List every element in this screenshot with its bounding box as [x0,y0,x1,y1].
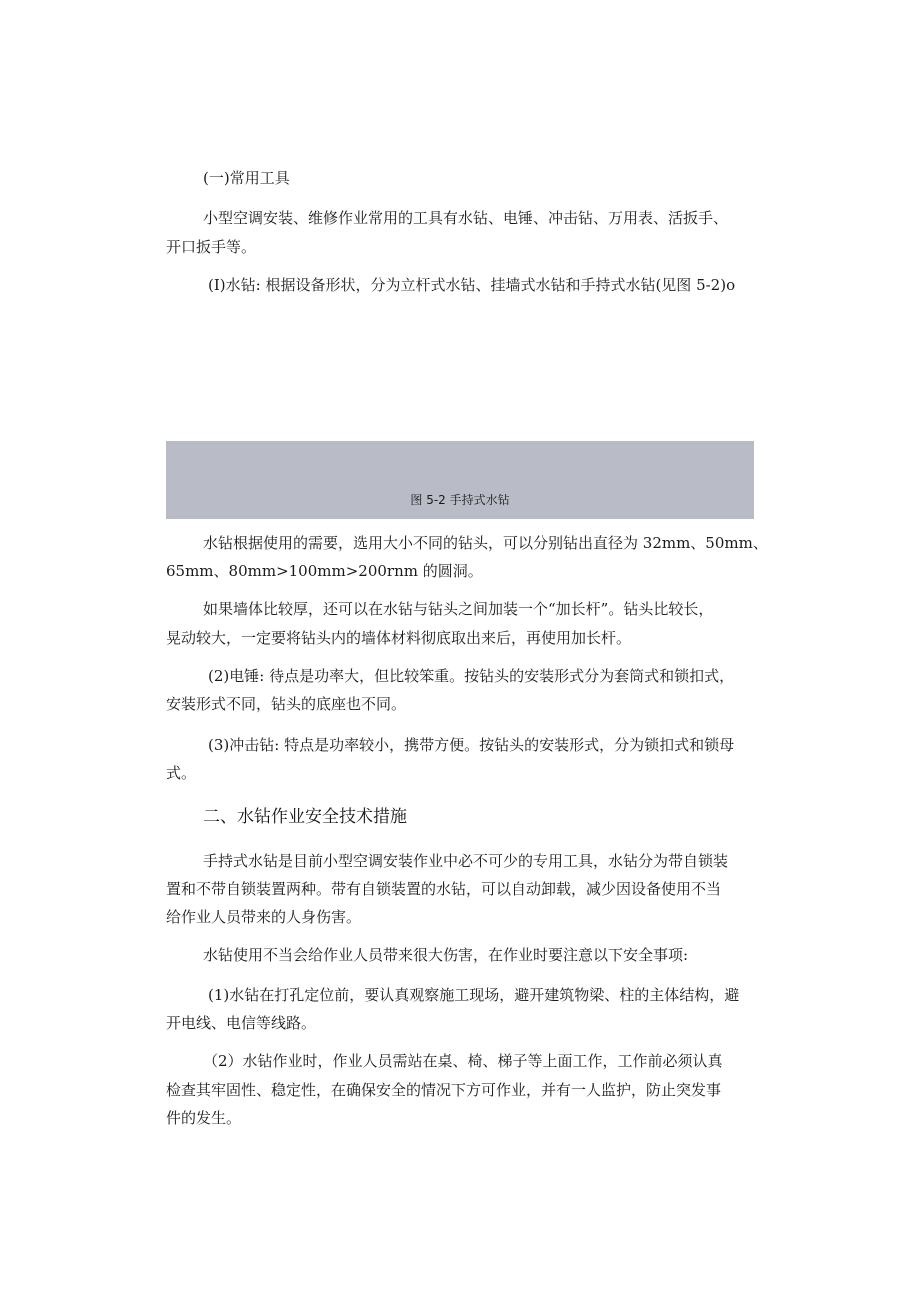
paragraph-electric-hammer-line-2: 安装形式不同，钻头的底座也不同。 [166,695,407,713]
paragraph-safety-item-2-line-2: 检查其牢固性、稳定性，在确保安全的情况下方可作业，并有一人监护，防止突发事 [166,1081,722,1099]
paragraph-impact-drill-line-1: (3)冲击钻: 特点是功率较小，携带方便。按钻头的安装形式，分为锁扣式和锁母 [208,736,735,754]
figure-placeholder [166,441,754,519]
paragraph-handheld-drill-line-3: 给作业人员带来的人身伤害。 [166,908,362,926]
section-title-common-tools: (一)常用工具 [203,169,290,187]
paragraph-intro-line-1: 小型空调安装、维修作业常用的工具有水钻、电锤、冲击钻、万用表、活扳手、 [203,209,729,227]
paragraph-handheld-drill-line-1: 手持式水钻是目前小型空调安装作业中必不可少的专用工具，水钻分为带自锁装 [203,852,729,870]
paragraph-safety-item-2-line-1: （2）水钻作业时，作业人员需站在桌、椅、梯子等上面工作，工作前必须认真 [203,1052,723,1070]
paragraph-electric-hammer-line-1: (2)电锤: 待点是功率大，但比较笨重。按钻头的安装形式分为套筒式和锁扣式， [208,667,735,685]
section-title-safety-measures: 二、水钻作业安全技术措施 [203,807,407,827]
paragraph-intro-line-2: 开口扳手等。 [166,238,257,256]
paragraph-extension-line-1: 如果墙体比较厚，还可以在水钻与钻头之间加装一个“加长杆”。钻头比较长， [203,600,714,618]
figure-caption: 图 5-2 手持式水钻 [410,493,510,507]
paragraph-water-drill: (I)水钻: 根据设备形状，分为立杆式水钻、挂墙式水钻和手持式水钻(见图 5-2)o [208,276,736,294]
paragraph-safety-item-2-line-3: 件的发生。 [166,1109,242,1127]
paragraph-safety-intro: 水钻使用不当会给作业人员带来很大伤害，在作业时要注意以下安全事项: [203,946,689,964]
paragraph-impact-drill-line-2: 式。 [166,764,197,782]
paragraph-drill-bits-line-1: 水钻根据使用的需要，选用大小不同的钻头，可以分别钻出直径为 32mm、50mm、 [203,534,768,552]
paragraph-extension-line-2: 晃动较大，一定要将钻头内的墙体材料彻底取出来后，再使用加长杆。 [166,629,632,647]
paragraph-handheld-drill-line-2: 置和不带自锁装置两种。带有自锁装置的水钻，可以自动卸载，减少因设备使用不当 [166,880,722,898]
paragraph-safety-item-1-line-2: 开电线、电信等线路。 [166,1014,317,1032]
paragraph-drill-bits-line-2: 65mm、80mm>100mm>200rnm 的圆洞。 [166,562,483,580]
paragraph-safety-item-1-line-1: (1)水钻在打孔定位前，要认真观察施工现场，避开建筑物梁、柱的主体结构，避 [208,986,740,1004]
